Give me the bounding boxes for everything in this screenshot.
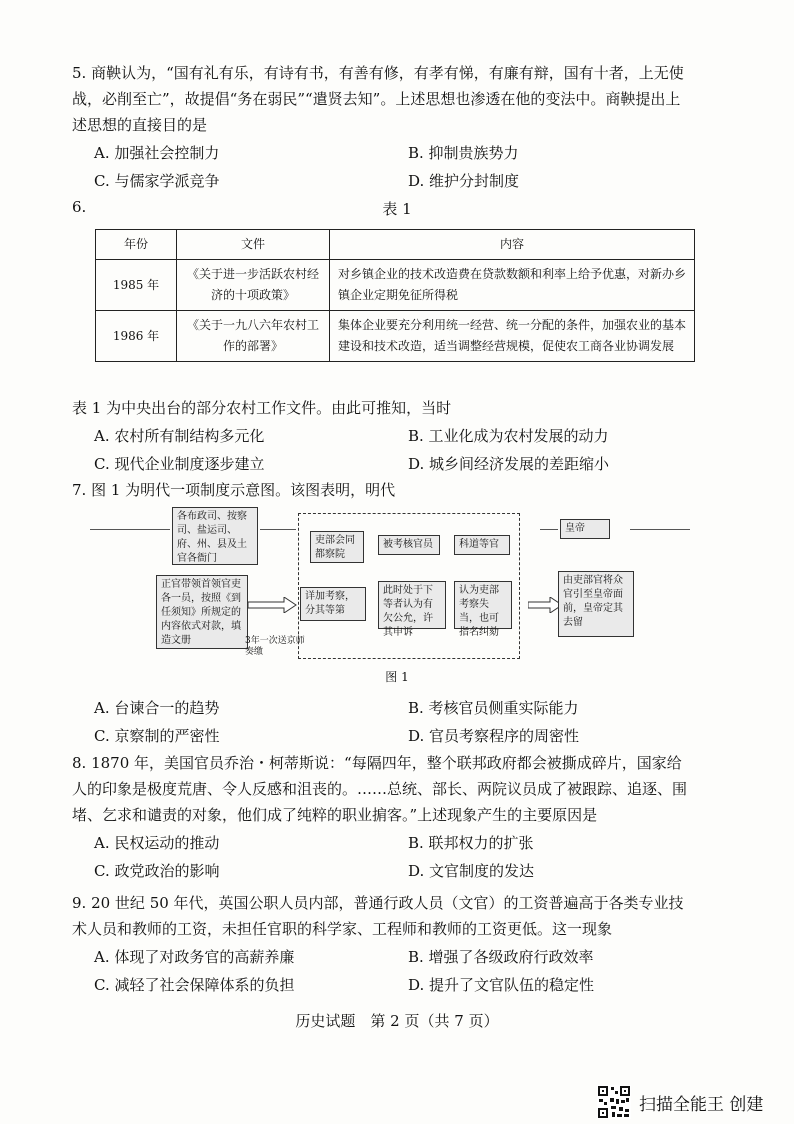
question-7 — [72, 477, 692, 503]
option-a: A. 农村所有制结构多元化 — [94, 427, 265, 445]
fig-box-censors: 科道等官 — [454, 535, 510, 555]
fig-box-ministry: 吏部会同都察院 — [310, 531, 364, 563]
option-d: D. 维护分封制度 — [408, 172, 520, 190]
rule-line — [540, 529, 558, 530]
question-5-options — [72, 140, 692, 198]
option-d: D. 官员考察程序的周密性 — [408, 727, 580, 745]
table-header-row — [96, 230, 695, 260]
table-cell-year: 1985 年 — [96, 260, 177, 311]
option-c: C. 政党政治的影响 — [94, 862, 220, 880]
question-7-stem: 7. 图 1 为明代一项制度示意图。该图表明，明代 — [72, 481, 396, 499]
option-b: B. 工业化成为农村发展的动力 — [408, 427, 609, 445]
question-6 — [72, 395, 692, 481]
question-9-options — [72, 944, 692, 1002]
table-cell-year: 1986 年 — [96, 311, 177, 362]
fig-note: 3年一次送京师奏缴 — [245, 636, 305, 657]
question-9-stem: 9. 20 世纪 50 年代，英国公职人员内部，普通行政人员（文官）的工资普遍高于各类专业技术人员和教师的工资，未担任官职的科学家、工程师和教师的工资更低。这一现象 — [72, 894, 684, 938]
table-header-year: 年份 — [96, 230, 177, 260]
table-caption: 表 1 — [382, 200, 412, 218]
fig-box-examined: 被考核官员 — [378, 535, 440, 555]
option-d: D. 提升了文官队伍的稳定性 — [408, 976, 595, 994]
option-c: C. 现代企业制度逐步建立 — [94, 455, 265, 473]
fig-box-examine: 详加考察，分其等第 — [300, 587, 366, 621]
qr-code-icon — [597, 1085, 631, 1119]
question-8 — [72, 750, 692, 888]
question-9 — [72, 890, 692, 1002]
option-b: B. 抑制贵族势力 — [408, 144, 519, 162]
fig-box-institutions: 各布政司、按察司、盐运司、府、州、县及土官各衙门 — [172, 507, 258, 565]
option-a: A. 加强社会控制力 — [94, 144, 220, 162]
question-7-options — [72, 695, 692, 753]
option-a: A. 体现了对政务官的高薪养廉 — [94, 948, 295, 966]
page-footer: 历史试题 第 2 页（共 7 页） — [295, 1012, 499, 1030]
option-b: B. 联邦权力的扩张 — [408, 834, 534, 852]
table-cell-content: 集体企业要充分利用统一经营、统一分配的条件，加强农业的基本建设和技术改造，适当调整经营规模，促使农工商各业协调发展 — [330, 311, 695, 362]
rule-line — [90, 529, 170, 530]
question-5 — [72, 60, 692, 198]
question-8-stem: 8. 1870 年，美国官员乔治・柯蒂斯说：“每隔四年，整个联邦政府都会被撕成碎片，国家给人的印象是极度荒唐、令人反感和沮丧的。……总统、部长、两院议员成了被跟踪、追逐、围堵、乞求和谴责的对象，他们成了纯粹的职业掮客。”上述现象产生的主要原因是 — [72, 754, 688, 824]
watermark-text: 扫描全能王 创建 — [639, 1094, 764, 1115]
fig-box-appeal: 此时处于下等者认为有欠公允，许其申诉 — [378, 581, 446, 629]
table-row — [96, 311, 695, 362]
arrow-right-icon — [248, 597, 298, 613]
option-d: D. 文官制度的发达 — [408, 862, 535, 880]
table-1 — [95, 229, 695, 362]
question-5-stem: 5. 商鞅认为，“国有礼有乐，有诗有书，有善有修，有孝有悌，有廉有辩，国有十者，上无使战，必削至亡”，故提倡“务在弱民”“遣贤去知”。上述思想也渗透在他的变法中。商鞅提出上述思想的直接目的是 — [72, 64, 684, 134]
option-b: B. 增强了各级政府行政效率 — [408, 948, 594, 966]
question-8-options — [72, 830, 692, 888]
rule-line — [630, 529, 690, 530]
fig-box-emperor: 皇帝 — [560, 519, 610, 539]
option-a: A. 民权运动的推动 — [94, 834, 220, 852]
option-a: A. 台谏合一的趋势 — [94, 699, 220, 717]
question-6-stem: 表 1 为中央出台的部分农村工作文件。由此可推知，当时 — [72, 399, 452, 417]
figure-1 — [120, 505, 680, 665]
scanner-watermark — [597, 1085, 763, 1119]
table-cell-doc: 《关于进一步活跃农村经济的十项政策》 — [177, 260, 330, 311]
option-c: C. 与儒家学派竞争 — [94, 172, 220, 190]
question-6-options — [72, 423, 692, 481]
table-row — [96, 260, 695, 311]
table-cell-content: 对乡镇企业的技术改造费在贷款数额和利率上给予优惠，对新办乡镇企业定期免征所得税 — [330, 260, 695, 311]
fig-box-officials: 正官带领首领官吏各一员，按照《到任须知》所规定的内容依式对款，填造文册 — [156, 575, 248, 649]
fig-box-decision: 由吏部官将众官引至皇帝面前，皇帝定其去留 — [558, 571, 634, 637]
fig-box-impeach: 认为吏部考察失当，也可指名纠劾 — [454, 581, 512, 629]
option-b: B. 考核官员侧重实际能力 — [408, 699, 579, 717]
table-header-doc: 文件 — [177, 230, 330, 260]
option-c: C. 减轻了社会保障体系的负担 — [94, 976, 295, 994]
option-c: C. 京察制的严密性 — [94, 727, 220, 745]
option-d: D. 城乡间经济发展的差距缩小 — [408, 455, 610, 473]
figure-caption: 图 1 — [385, 670, 409, 684]
rule-line — [260, 529, 296, 530]
table-cell-doc: 《关于一九八六年农村工作的部署》 — [177, 311, 330, 362]
table-header-content: 内容 — [330, 230, 695, 260]
question-7-options-wrap — [72, 693, 692, 753]
question-6-number: 6. — [72, 198, 87, 216]
